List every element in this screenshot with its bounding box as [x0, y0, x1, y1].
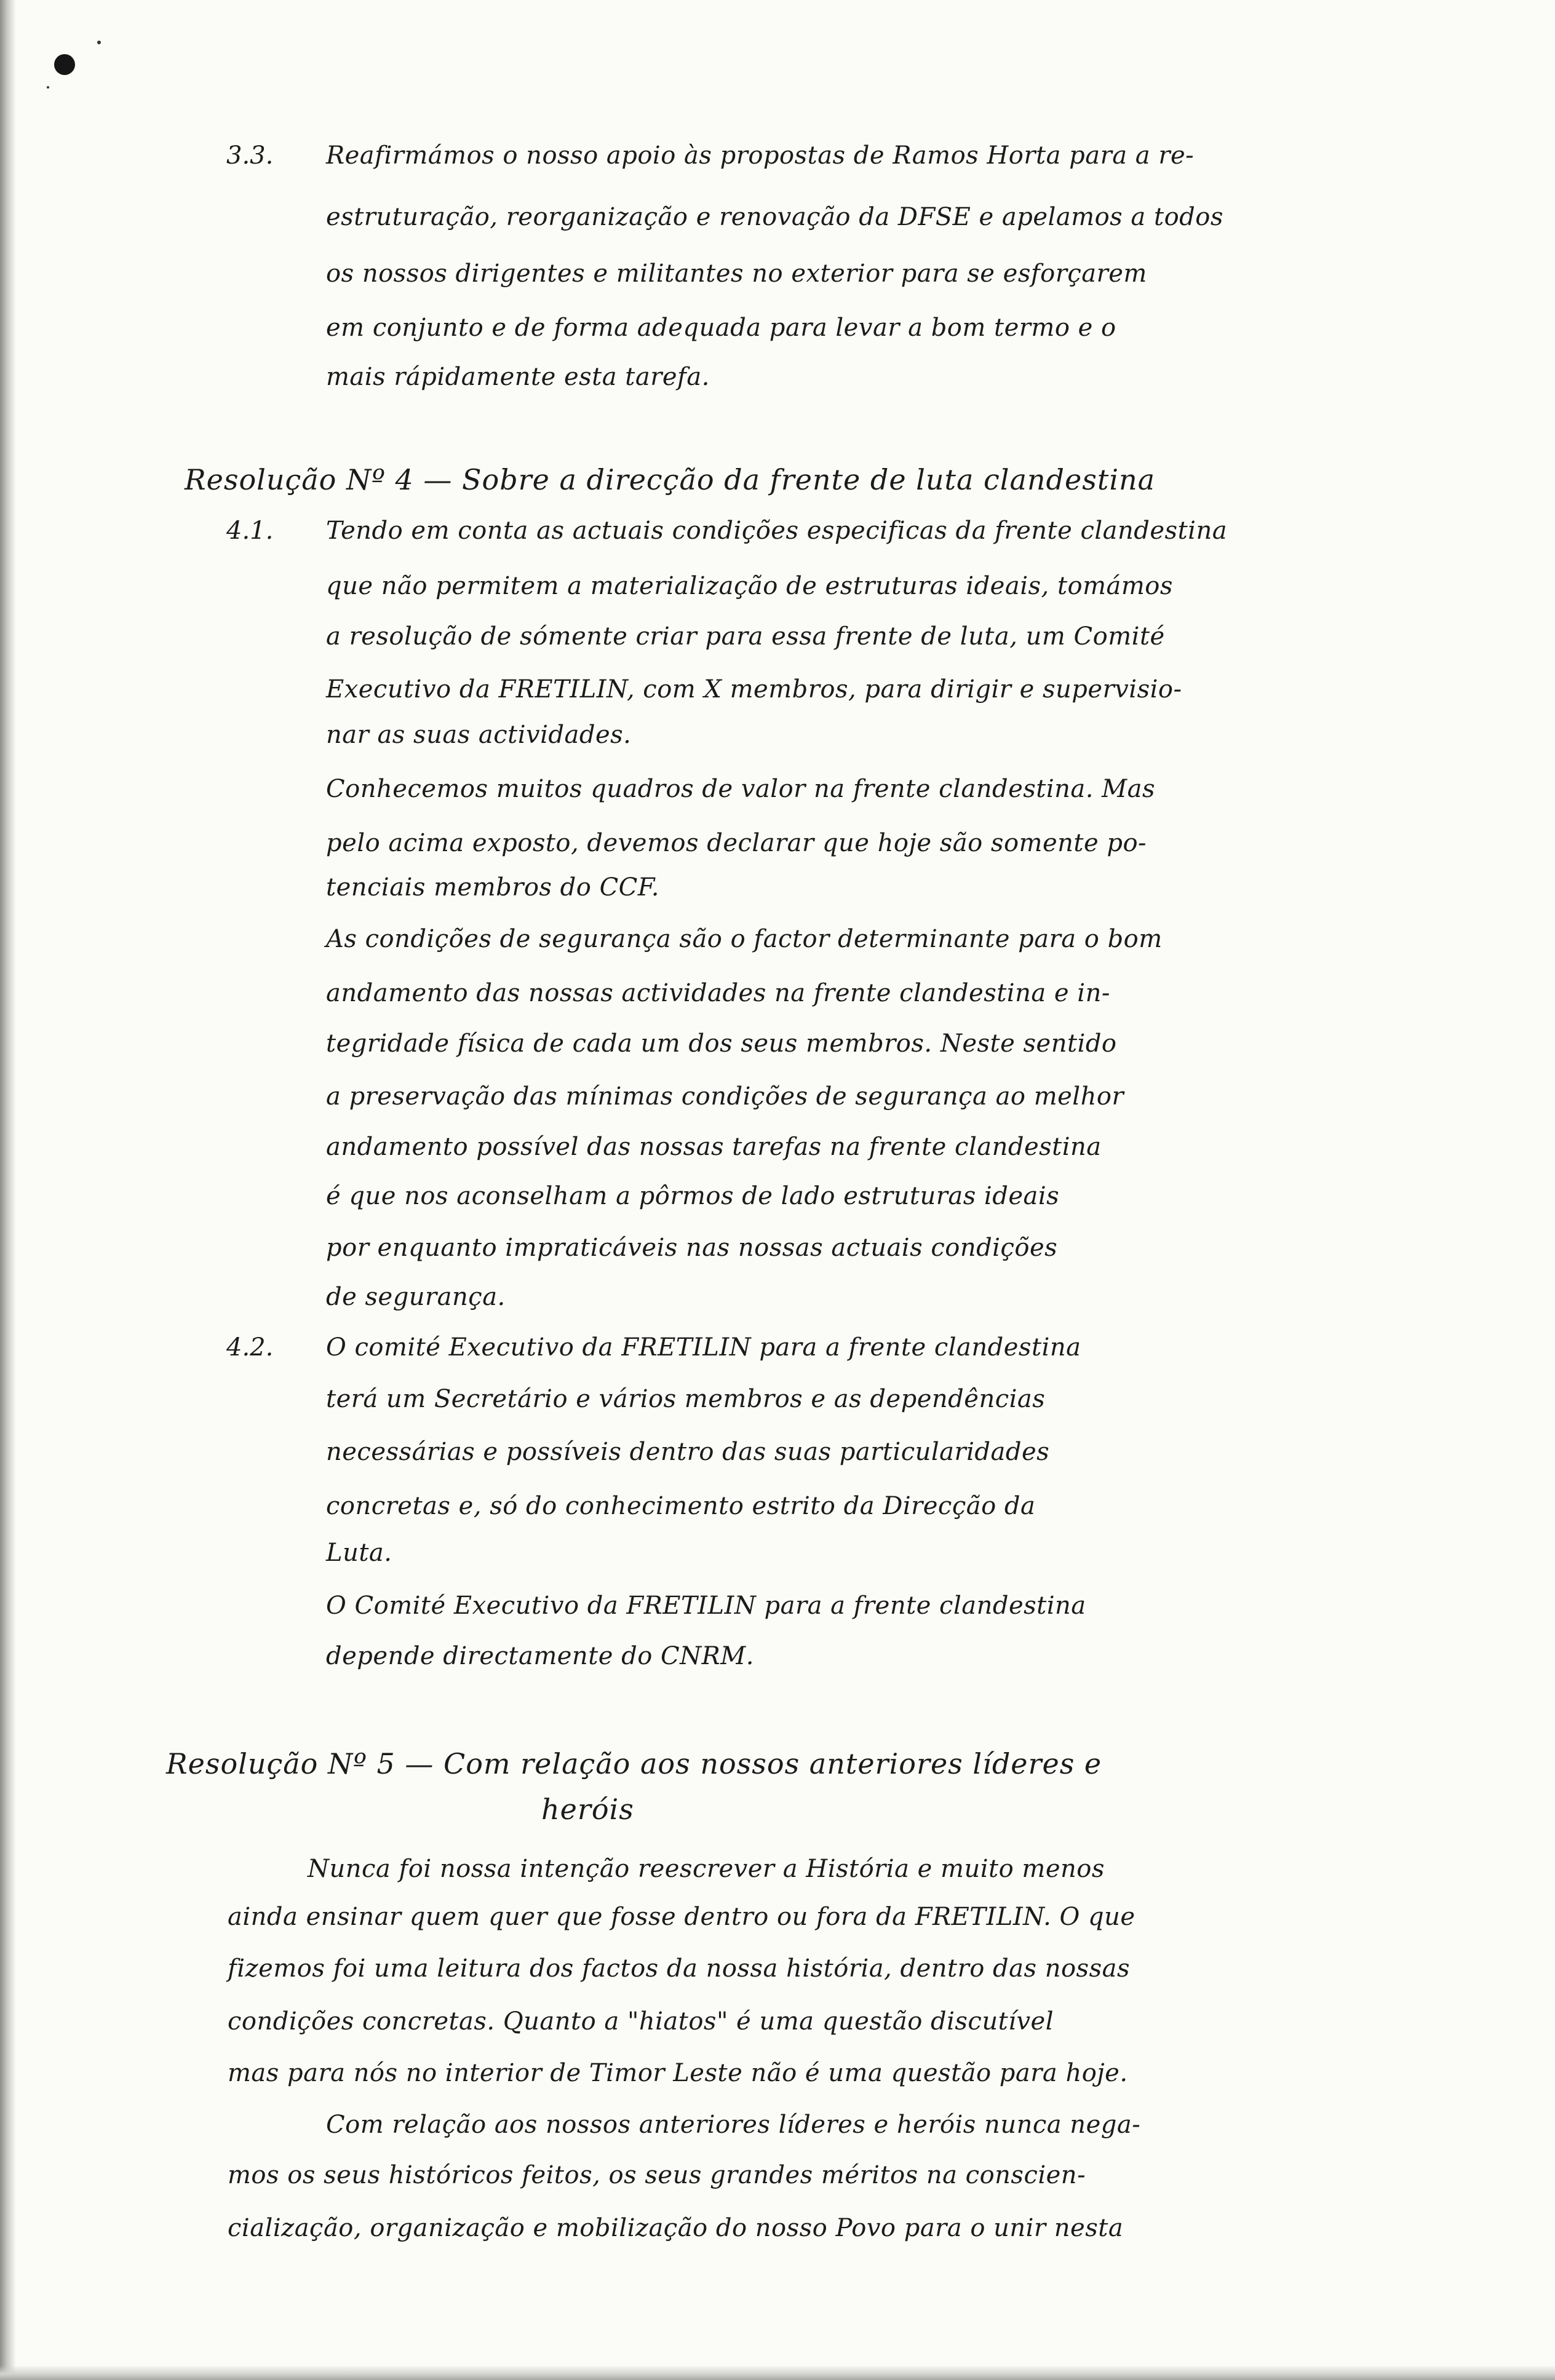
handwritten-line: andamento possível das nossas tarefas na frente clandestina: [326, 1133, 1102, 1161]
handwritten-line: O Comité Executivo da FRETILIN para a frente clandestina: [326, 1592, 1086, 1620]
handwritten-line: de segurança.: [326, 1283, 506, 1311]
resolution-5-heading-cont: heróis: [541, 1793, 634, 1826]
handwritten-line: a resolução de sómente criar para essa frente de luta, um Comité: [326, 622, 1165, 651]
handwritten-line: Tendo em conta as actuais condições especificas da frente clandestina: [326, 517, 1228, 545]
handwritten-line: tegridade física de cada um dos seus membros. Neste sentido: [326, 1029, 1117, 1058]
handwritten-line: necessárias e possíveis dentro das suas particularidades: [326, 1438, 1050, 1466]
handwritten-line: os nossos dirigentes e militantes no exterior para se esforçarem: [326, 260, 1147, 288]
paragraph-number-4-2: 4.2.: [226, 1333, 274, 1362]
handwritten-line: em conjunto e de forma adequada para levar a bom termo e o: [326, 314, 1116, 342]
handwritten-line: Conhecemos muitos quadros de valor na frente clandestina. Mas: [326, 775, 1155, 803]
handwritten-line: As condições de segurança são o factor determinante para o bom: [326, 925, 1163, 953]
handwritten-line: mas para nós no interior de Timor Leste não é uma questão para hoje.: [228, 2059, 1128, 2087]
handwritten-line: concretas e, só do conhecimento estrito da Direcção da: [326, 1492, 1036, 1520]
handwritten-line: depende directamente do CNRM.: [326, 1642, 754, 1670]
handwritten-line: pelo acima exposto, devemos declarar que hoje são somente po-: [326, 829, 1147, 857]
handwritten-line: andamento das nossas actividades na frente clandestina e in-: [326, 979, 1110, 1007]
handwritten-line: a preservação das mínimas condições de segurança ao melhor: [326, 1082, 1124, 1111]
handwritten-line: Luta.: [326, 1539, 392, 1567]
handwritten-line: mos os seus históricos feitos, os seus grandes méritos na conscien-: [228, 2161, 1086, 2189]
handwritten-line: terá um Secretário e vários membros e as dependências: [326, 1385, 1046, 1413]
handwritten-line: condições concretas. Quanto a "hiatos" é uma questão discutível: [228, 2007, 1054, 2036]
handwritten-line: ainda ensinar quem quer que fosse dentro ou fora da FRETILIN. O que: [228, 1903, 1135, 1931]
handwritten-line: tenciais membros do CCF.: [326, 873, 660, 902]
handwritten-line: por enquanto impraticáveis nas nossas actuais condições: [326, 1234, 1058, 1262]
handwritten-line: Reafirmámos o nosso apoio às propostas de Ramos Horta para a re-: [326, 141, 1195, 170]
handwritten-line: que não permitem a materialização de estruturas ideais, tomámos: [326, 572, 1173, 600]
handwritten-line: estruturação, reorganização e renovação da DFSE e apelamos a todos: [326, 203, 1223, 231]
paragraph-number-4-1: 4.1.: [226, 517, 274, 545]
scan-speck: [47, 86, 49, 89]
resolution-4-heading: Resolução Nº 4 — Sobre a direcção da frente de luta clandestina: [185, 463, 1156, 496]
handwritten-line: mais rápidamente esta tarefa.: [326, 363, 710, 391]
handwritten-line: Nunca foi nossa intenção reescrever a História e muito menos: [308, 1855, 1105, 1883]
punch-hole-mark: [54, 54, 75, 75]
scan-speck: [97, 41, 101, 44]
handwritten-line: cialização, organização e mobilização do nosso Povo para o unir nesta: [228, 2214, 1124, 2242]
handwritten-line: Executivo da FRETILIN, com X membros, para dirigir e supervisio-: [326, 675, 1182, 704]
handwritten-line: nar as suas actividades.: [326, 721, 632, 749]
paragraph-number-3-3: 3.3.: [226, 141, 274, 170]
handwritten-line: é que nos aconselham a pôrmos de lado estruturas ideais: [326, 1182, 1060, 1210]
handwritten-line: fizemos foi uma leitura dos factos da nossa história, dentro das nossas: [228, 1954, 1130, 1983]
handwritten-line: Com relação aos nossos anteriores líderes e heróis nunca nega-: [326, 2111, 1141, 2139]
scan-edge-left: [0, 0, 16, 2380]
resolution-5-heading: Resolução Nº 5 — Com relação aos nossos anteriores líderes e: [166, 1747, 1102, 1780]
scan-edge-bottom: [0, 2365, 1555, 2380]
handwritten-line: O comité Executivo da FRETILIN para a frente clandestina: [326, 1333, 1081, 1362]
